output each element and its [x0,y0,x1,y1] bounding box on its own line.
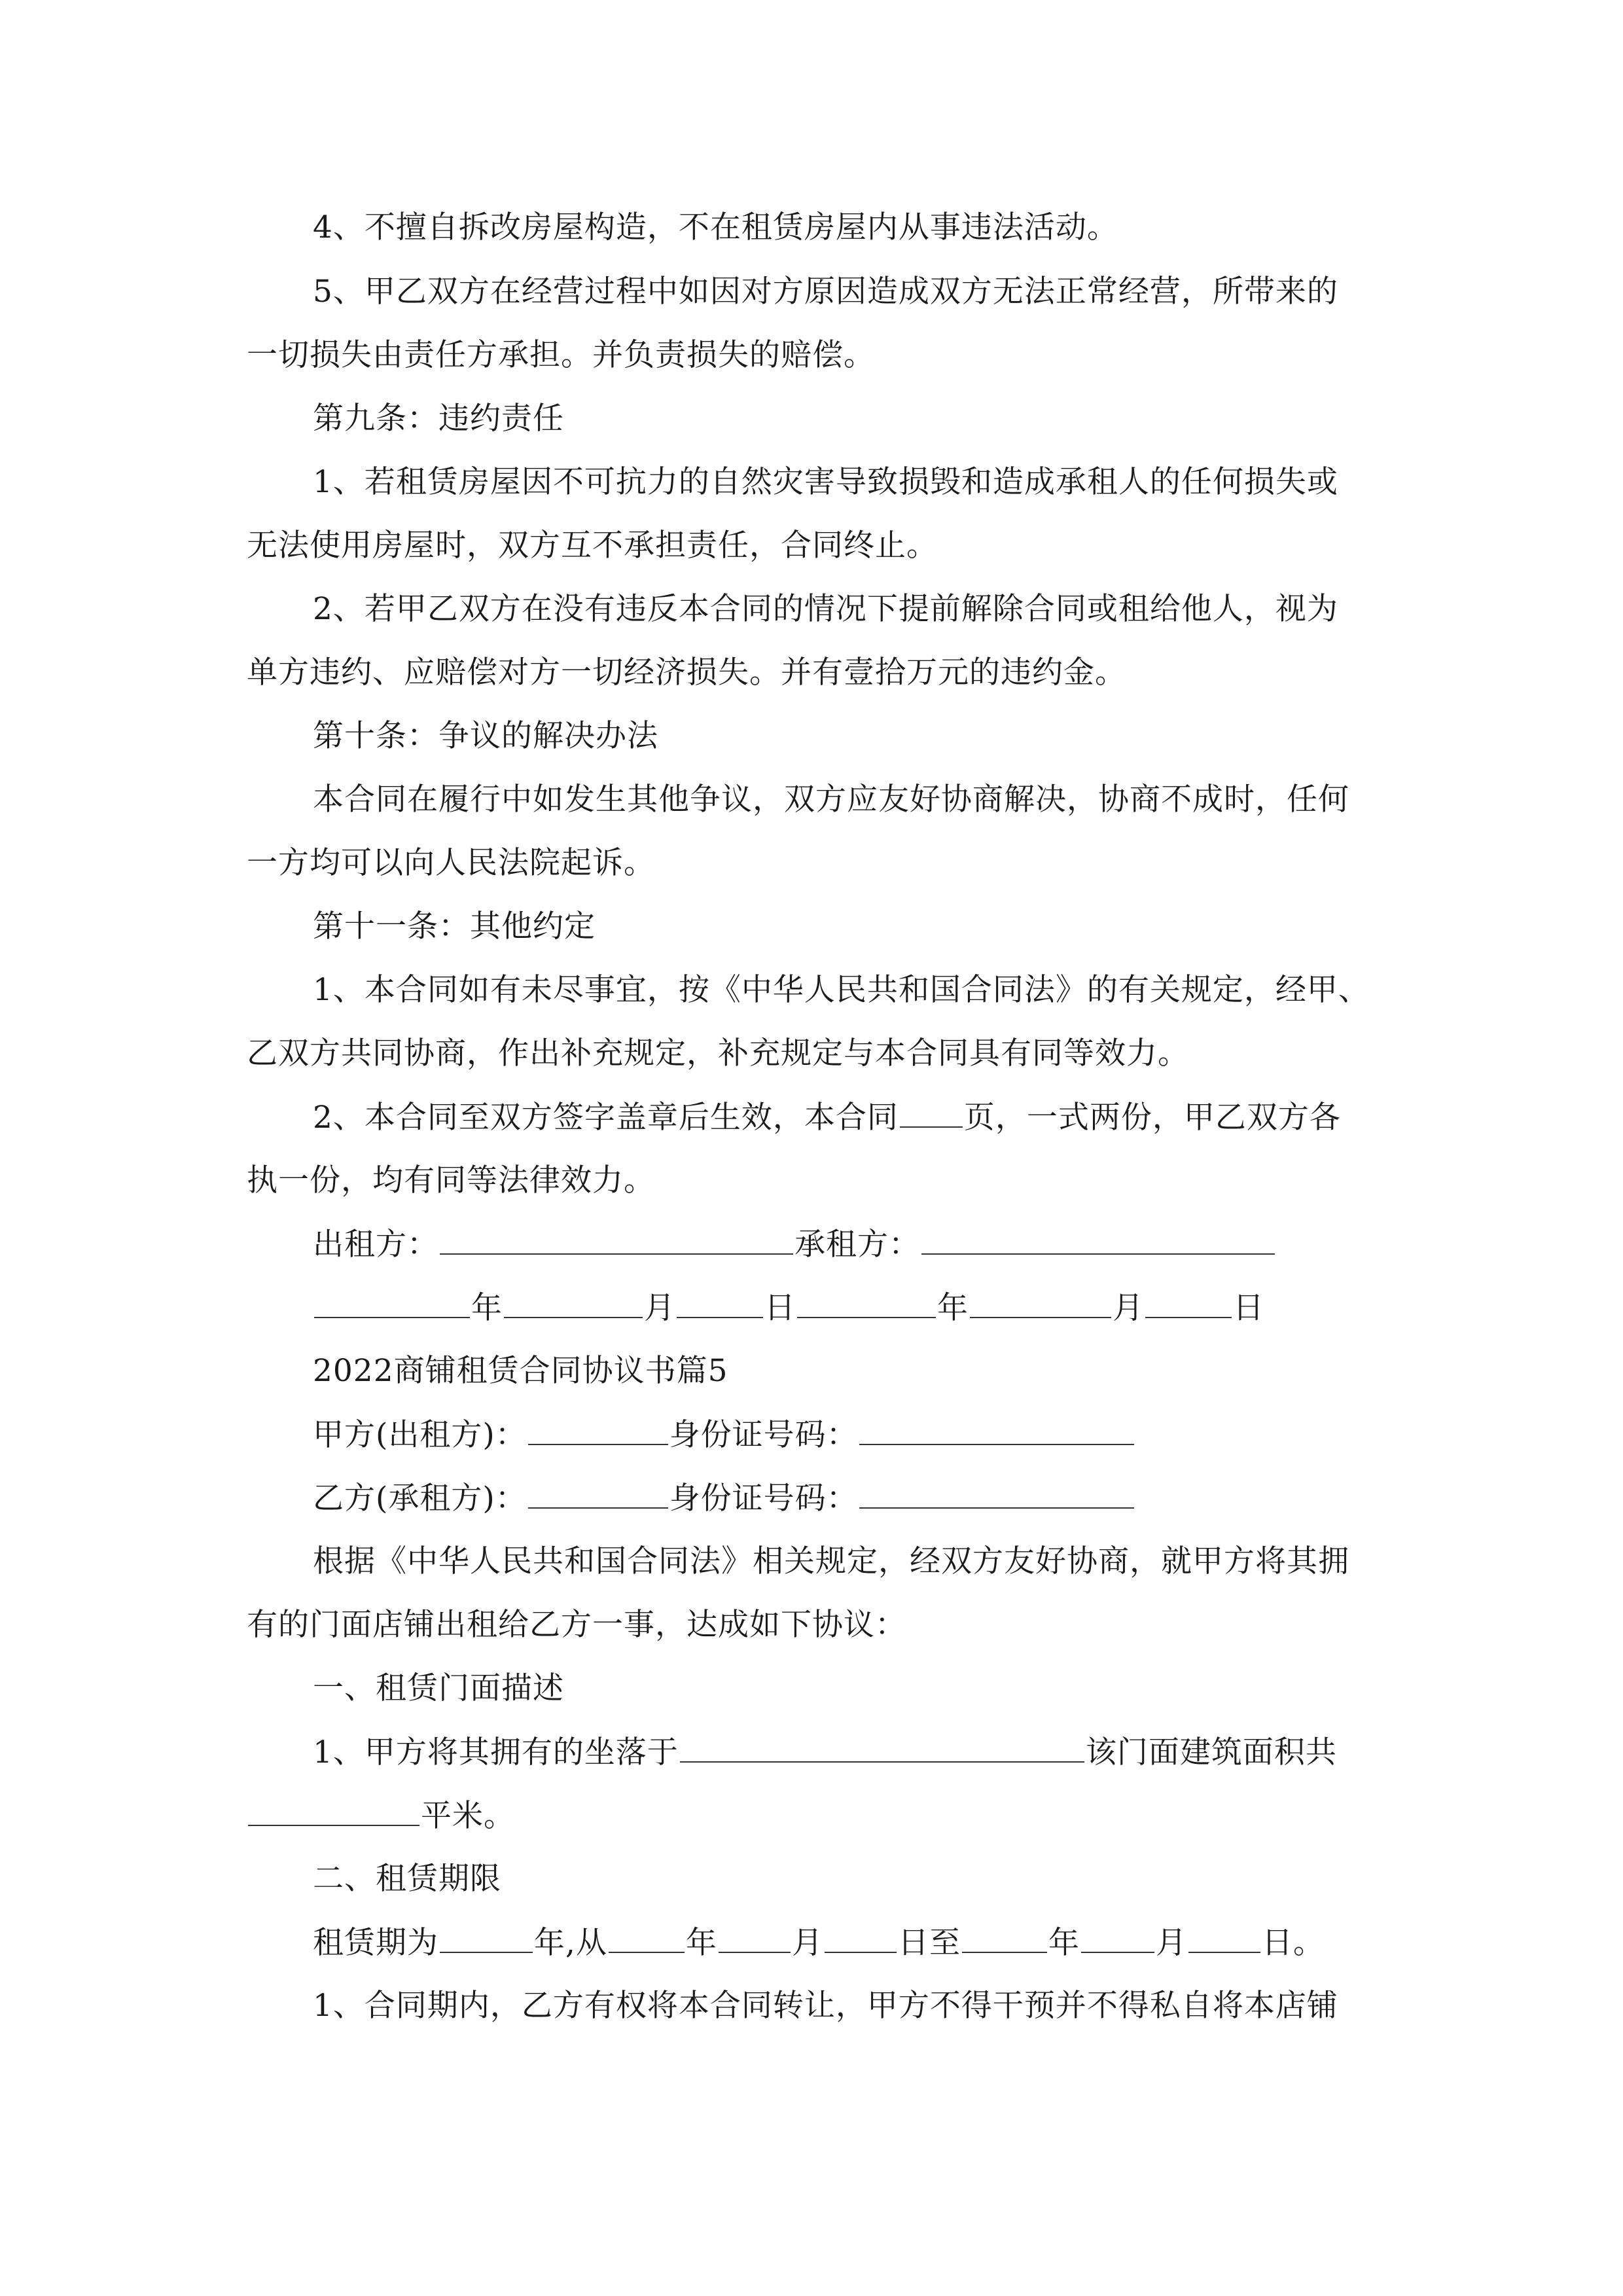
id-number-label: 身份证号码： [669,1417,858,1453]
party-b-name-blank [528,1479,668,1509]
clause-text: 页，一式两份，甲乙双方各 [963,1100,1341,1136]
section-heading: 第九条：违约责任 [313,401,564,437]
year-label: 年 [937,1290,969,1326]
paragraph-line: 一切损失由责任方承担。并负责损失的赔偿。 [247,337,875,373]
area-line [247,1796,515,1835]
clause-line [313,1098,1341,1137]
party-b-row [313,1479,1135,1518]
signature-row [313,1225,1276,1264]
location-line [313,1732,1337,1772]
lessee-signature-blank [921,1225,1275,1255]
paragraph-line: 1、合同期内，乙方有权将本合同转让，甲方不得干预并不得私自将本店铺 [313,1988,1338,2024]
lessor-signature-blank [440,1225,793,1255]
lessor-label: 出租方： [313,1227,438,1263]
paragraph-line: 根据《中华人民共和国合同法》相关规定，经双方友好协商，就甲方将其拥 [313,1543,1349,1579]
section-heading: 一、租赁门面描述 [313,1670,564,1706]
month-blank [970,1288,1111,1318]
paragraph-line: 2、若甲乙双方在没有违反本合同的情况下提前解除合同或租给他人，视为 [313,591,1338,627]
id-number-label: 身份证号码： [669,1480,858,1516]
term-years-blank [440,1923,533,1953]
party-a-id-blank [859,1415,1134,1445]
lease-term-line [313,1923,1325,1962]
day-label: 日 [1233,1290,1264,1326]
year-blank [314,1288,470,1318]
paragraph-line: 乙双方共同协商，作出补充规定，补充规定与本合同具有同等效力。 [247,1035,1189,1071]
month-label: 月 [791,1925,823,1961]
day-end-label: 日。 [1261,1925,1325,1961]
year-label: 年 [471,1290,503,1326]
day-label: 日 [764,1290,796,1326]
page-count-blank [900,1098,963,1128]
paragraph-line: 4、不擅自拆改房屋构造，不在租赁房屋内从事违法活动。 [313,209,1118,245]
end-month-blank [1081,1923,1154,1953]
paragraph-line: 1、若租赁房屋因不可抗力的自然灾害导致损毁和造成承租人的任何损失或 [313,464,1338,500]
paragraph-line: 有的门面店铺出租给乙方一事，达成如下协议： [247,1607,906,1643]
paragraph-line: 1、本合同如有未尽事宜，按《中华人民共和国合同法》的有关规定，经甲、 [313,972,1370,1008]
paragraph-line: 无法使用房屋时，双方互不承担责任，合同终止。 [247,528,938,564]
day-blank [1145,1288,1232,1318]
lessee-label: 承租方： [794,1227,920,1263]
month-label: 月 [644,1290,675,1326]
paragraph-line: 5、甲乙双方在经营过程中如因对方原因造成双方无法正常经营，所带来的 [313,274,1338,310]
start-year-blank [609,1923,685,1953]
document-title: 2022商铺租赁合同协议书篇5 [313,1353,728,1389]
day-blank [677,1288,763,1318]
clause-text: 2、本合同至双方签字盖章后生效，本合同 [313,1100,899,1136]
party-a-row [313,1415,1135,1454]
paragraph-line: 本合同在履行中如发生其他争议，双方应友好协商解决，协商不成时，任何 [313,781,1349,817]
paragraph-line: 执一份，均有同等法律效力。 [247,1162,655,1198]
year-label: 年 [685,1925,717,1961]
location-blank [680,1732,1084,1763]
term-from-label: 年,从 [534,1925,607,1961]
month-label: 月 [1155,1925,1187,1961]
party-b-id-blank [859,1479,1134,1509]
area-text: 该门面建筑面积共 [1085,1734,1337,1770]
end-day-blank [1188,1923,1260,1953]
location-text: 1、甲方将其拥有的坐落于 [313,1734,679,1770]
year-blank [797,1288,936,1318]
date-row [313,1288,1264,1327]
start-month-blank [719,1923,791,1953]
start-day-blank [825,1923,897,1953]
year-label: 年 [1048,1925,1080,1961]
paragraph-line: 单方违约、应赔偿对方一切经济损失。并有壹拾万元的违约金。 [247,655,1126,691]
paragraph-line: 一方均可以向人民法院起诉。 [247,845,655,881]
end-year-blank [962,1923,1047,1953]
party-a-name-blank [528,1415,668,1445]
month-blank [504,1288,643,1318]
section-heading: 二、租赁期限 [313,1861,501,1897]
area-unit: 平米。 [421,1798,515,1834]
term-label: 租赁期为 [313,1925,438,1961]
month-label: 月 [1113,1290,1144,1326]
party-a-label: 甲方(出租方)： [313,1417,527,1453]
section-heading: 第十一条：其他约定 [313,908,596,944]
to-label: 日至 [897,1925,961,1961]
party-b-label: 乙方(承租方)： [313,1480,527,1516]
section-heading: 第十条：争议的解决办法 [313,718,658,754]
area-blank [248,1796,419,1826]
